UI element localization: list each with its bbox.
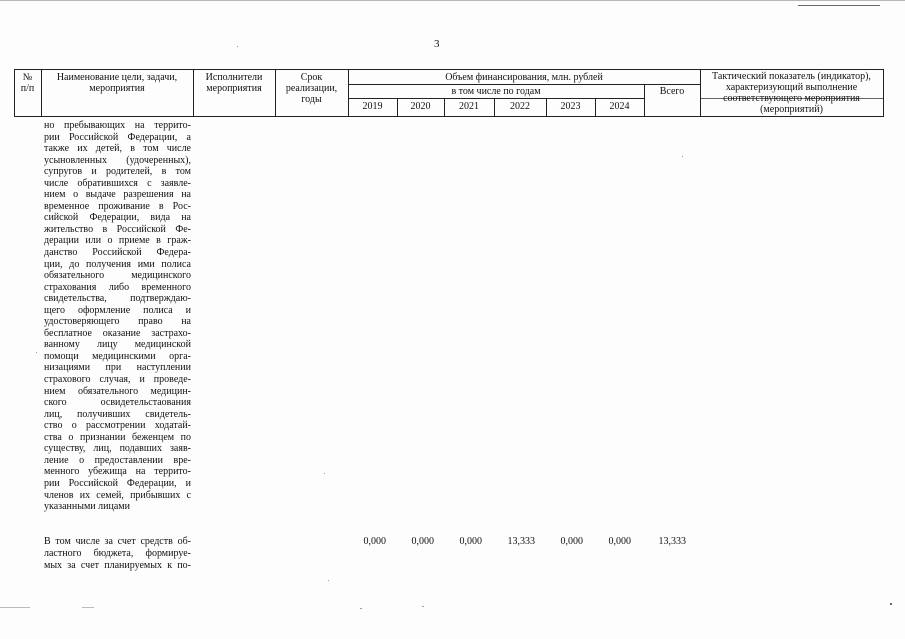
description-line: усыновленных (удочеренных),	[44, 154, 191, 166]
header-by-years: в том числе по годам	[451, 86, 541, 97]
scan-speck	[36, 352, 37, 353]
subheader-rule	[348, 84, 700, 85]
measure-description	[44, 120, 191, 513]
header-year-2021: 2021	[459, 101, 479, 112]
description-line: свидетельства, подтверждаю-	[44, 293, 191, 305]
description-line: числе обратившихся с заявле-	[44, 177, 191, 189]
top-corner-line	[798, 5, 880, 6]
description-line: указанными лицами	[44, 501, 130, 513]
description-line: страхования либо временного	[44, 281, 191, 293]
header-number-line: №	[22, 72, 33, 83]
header-year-2024: 2024	[609, 101, 630, 112]
description-line: дерации или о приеме в граж-	[44, 235, 191, 247]
top-border	[0, 0, 905, 1]
header-indicator-line: (мероприятий)	[760, 104, 823, 115]
description-line: ского освидетельстаования	[44, 397, 191, 409]
scan-speck	[422, 606, 424, 607]
value-2021: 0,000	[459, 536, 482, 547]
description-line: помощи медицинскими орга-	[44, 350, 191, 362]
header-term-line: Срок	[300, 72, 323, 83]
description-line: данство Российской Федера-	[44, 247, 191, 259]
description-line: ства о признании беженцем по	[44, 431, 191, 443]
header-financing-volume: Объем финансирования, млн. рублей	[445, 72, 603, 83]
description-line: менного убежища на террито-	[44, 466, 191, 478]
header-number-line: п/п	[20, 83, 35, 94]
description-line: ство о рассмотрении ходатай-	[44, 420, 191, 432]
description-line: нием о выдаче разрешения на	[44, 189, 191, 201]
description-line: обязательного медицинского	[44, 270, 191, 282]
header-year-2020: 2020	[410, 101, 431, 112]
description-line: щего оформление полиса и	[44, 304, 191, 316]
header-top-rule	[14, 69, 883, 70]
description-line: существу, лиц, подавших заяв-	[44, 443, 191, 455]
regional-budget-line: мых за счет планируемых к по-	[44, 560, 191, 571]
scan-speck	[890, 603, 892, 605]
header-term-line: реализации,	[285, 83, 338, 94]
header-term-line: годы	[301, 94, 322, 105]
scan-speck	[360, 608, 362, 609]
value-2020: 0,000	[411, 536, 434, 547]
value-2024: 0,000	[608, 536, 631, 547]
header-total: Всего	[659, 86, 685, 97]
value-total: 13,333	[658, 536, 686, 547]
header-indicator-line: характеризующий выполнение	[725, 82, 858, 93]
description-line: супругов и родителей, в том	[44, 166, 191, 178]
vline	[883, 69, 884, 117]
description-line: бесплатное оказание застрахо-	[44, 327, 191, 339]
scan-speck	[328, 580, 329, 581]
description-line: ции, до получения ими полиса	[44, 258, 191, 270]
regional-budget-description	[44, 536, 191, 572]
description-line: ление о предоставлении вре-	[44, 454, 191, 466]
regional-budget-line: В том числе за счет средств об-	[44, 536, 191, 547]
header-number	[14, 72, 41, 94]
years-rule	[348, 98, 644, 99]
description-line: низациями при наступлении	[44, 362, 191, 374]
header-name-line: Наименование цели, задачи,	[56, 72, 178, 83]
value-2022: 13,333	[507, 536, 535, 547]
header-bottom-rule	[14, 116, 883, 117]
scan-speck	[82, 607, 94, 608]
value-2023: 0,000	[560, 536, 583, 547]
regional-budget-line: ластного бюджета, формируе-	[44, 548, 191, 559]
description-line: но пребывающих на террито-	[44, 120, 191, 131]
header-year-2022: 2022	[510, 101, 530, 112]
header-year-2019: 2019	[362, 101, 383, 112]
description-line: также их детей, в том числе	[44, 143, 191, 155]
header-indicator-line: соответствующего мероприятия	[723, 93, 860, 104]
scan-speck	[682, 156, 683, 157]
description-line: временное проживание в Рос-	[44, 200, 191, 212]
header-name	[41, 72, 193, 94]
scan-speck	[237, 46, 238, 47]
header-indicator	[700, 71, 883, 115]
description-line: рии Российской Федерации, и	[44, 477, 191, 489]
description-line: удостоверяющего право на	[44, 316, 191, 328]
header-term	[275, 72, 348, 105]
header-indicator-line: Тактический показатель (индикатор),	[712, 71, 871, 82]
scan-speck	[324, 473, 325, 474]
value-2019: 0,000	[363, 536, 386, 547]
description-line: рии Российской Федерации, а	[44, 131, 191, 143]
header-executors-line: мероприятия	[206, 83, 262, 94]
header-executors-line: Исполнители	[205, 72, 263, 83]
header-year-2023: 2023	[560, 101, 581, 112]
header-name-line: мероприятия	[89, 83, 145, 94]
header-executors	[193, 72, 275, 94]
scan-speck	[0, 607, 30, 608]
page-number: 3	[434, 38, 440, 50]
description-line: нием обязательного медицин-	[44, 385, 191, 397]
description-line: жительство в Российской Фе-	[44, 223, 191, 235]
description-line: членов их семей, прибывших с	[44, 489, 191, 501]
description-line: ванному лицу медицинской	[44, 339, 191, 351]
description-line: сийской Федерации, вида на	[44, 212, 191, 224]
description-line: лиц, получивших свидетель-	[44, 408, 191, 420]
description-line: страхового случая, и проведе-	[44, 374, 191, 386]
